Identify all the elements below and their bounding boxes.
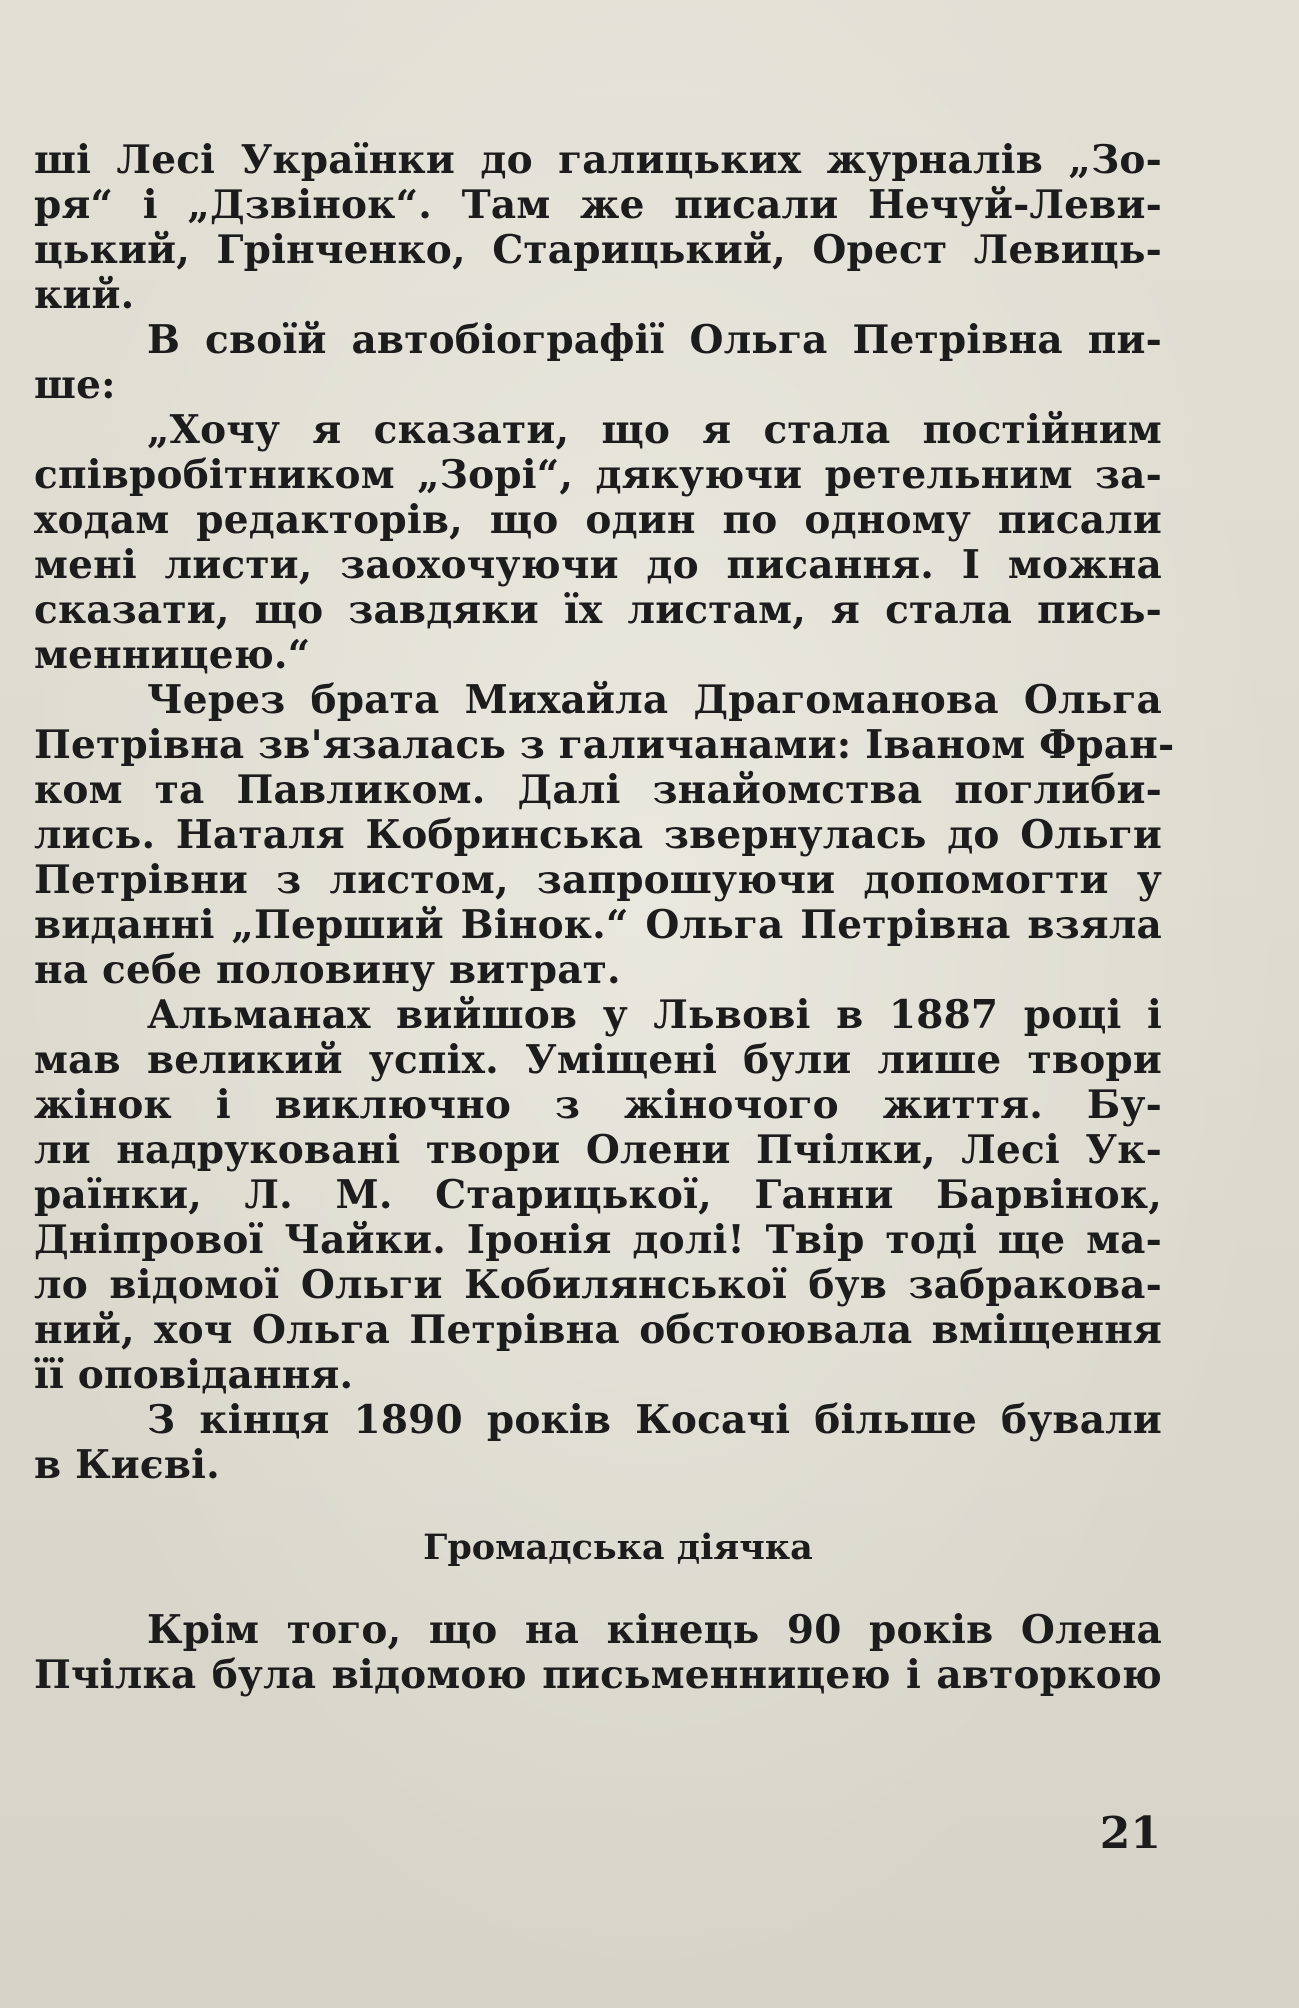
text-line: лись. Наталя Кобринська звернулась до Ольги — [34, 812, 1162, 858]
text-line: З кінця 1890 років Косачі більше бували — [147, 1397, 1162, 1443]
text-line: ло відомої Ольги Кобилянської був забракова- — [34, 1262, 1162, 1308]
text-line: ли надруковані твори Олени Пчілки, Лесі Ук- — [34, 1127, 1162, 1173]
text-line: ше: — [34, 362, 116, 408]
text-line: Через брата Михайла Драгоманова Ольга — [147, 677, 1162, 723]
text-line: в Києві. — [34, 1442, 220, 1488]
text-line: ний, хоч Ольга Петрівна обстоювала вміщення — [34, 1307, 1162, 1353]
text-line: ші Лесі Українки до галицьких журналів „Зо- — [34, 137, 1162, 183]
text-line: Крім того, що на кінець 90 років Олена — [147, 1607, 1162, 1653]
text-line: ря“ і „Дзвінок“. Там же писали Нечуй-Леви- — [34, 182, 1162, 228]
section-heading: Громадська діячка — [423, 1527, 813, 1568]
text-line: сказати, що завдяки їх листам, я стала пись- — [34, 587, 1162, 633]
text-line: Пчілка була відомою письменницею і авторкою — [34, 1652, 1162, 1698]
text-line: мені листи, заохочуючи до писання. І можна — [34, 542, 1162, 588]
text-line: на себе половину витрат. — [34, 947, 621, 993]
text-line: Дніпрової Чайки. Іронія долі! Твір тоді ще ма- — [34, 1217, 1162, 1263]
text-line: ходам редакторів, що один по одному писали — [34, 497, 1162, 543]
text-line: В своїй автобіографії Ольга Петрівна пи- — [147, 317, 1162, 363]
text-line: раїнки, Л. М. Старицької, Ганни Барвінок, — [34, 1172, 1162, 1218]
text-line: Альманах вийшов у Львові в 1887 році і — [147, 992, 1162, 1038]
page-text — [34, 137, 1175, 1698]
text-line: цький, Грінченко, Старицький, Орест Левиць- — [34, 227, 1162, 273]
text-line: кий. — [34, 272, 135, 318]
text-line: ком та Павликом. Далі знайомства поглиби- — [34, 767, 1162, 813]
text-line: жінок і виключно з жіночого життя. Бу- — [34, 1082, 1162, 1128]
text-line: Петрівни з листом, запрошуючи допомогти у — [34, 857, 1162, 903]
text-line: її оповідання. — [34, 1352, 354, 1398]
text-line: співробітником „Зорі“, дякуючи ретельним за- — [34, 452, 1162, 498]
text-line: „Хочу я сказати, що я стала постійним — [147, 407, 1162, 453]
text-line: Петрівна зв'язалась з галичанами: Іваном Фран- — [34, 722, 1175, 768]
page-number: 21 — [1099, 1808, 1161, 1859]
text-line: виданні „Перший Вінок.“ Ольга Петрівна взяла — [34, 902, 1162, 948]
text-line: мав великий успіх. Уміщені були лише твори — [34, 1037, 1162, 1083]
text-line: менницею.“ — [34, 632, 311, 678]
